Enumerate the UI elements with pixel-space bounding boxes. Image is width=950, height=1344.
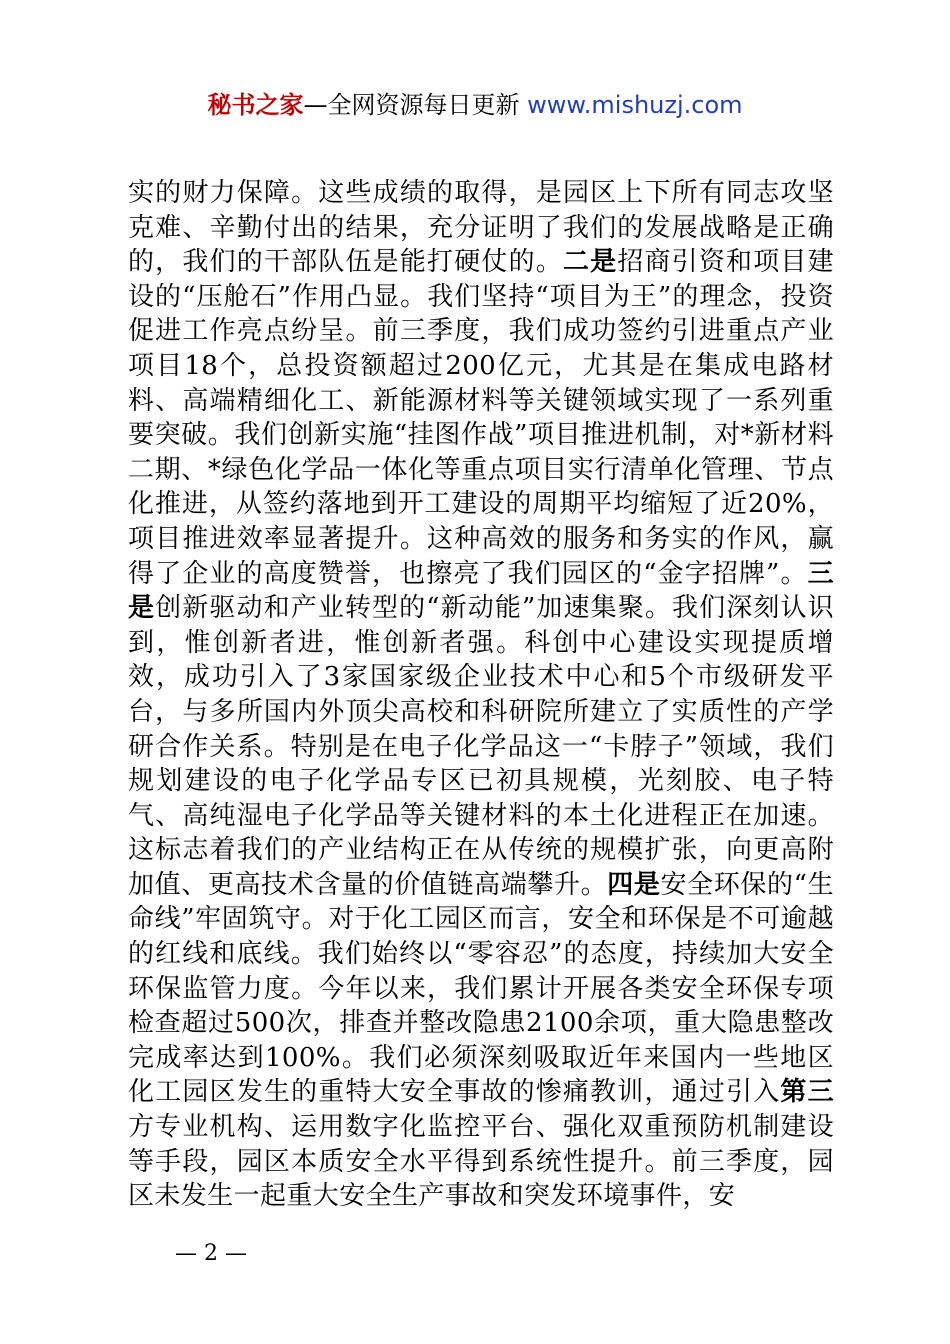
site-header (0, 90, 950, 120)
site-brand: 秘书之家 (207, 91, 304, 119)
body-segment-2: 招商引资和项目建设的“压舱石”作用凸显。我们坚持“项目为王”的理念，投资促进工作亮点纷呈。前三季度，我们成功签约引进重点产业项目18个，总投资额超过200亿元，尤其是在集成电路材料、高端精细化工、新能源材料等关键领域实现了一系列重要突破。我们创新实施“挂图作战”项目推进机制，对*新材料二期、*绿色化学品一体化等重点项目实行清单化管理、节点化推进，从签约落地到开工建设的周期平均缩短了近20%，项目推进效率显著提升。这种高效的服务和务实的作风，赢得了企业的高度赞誉，也擦亮了我们园区的“金字招牌”。 (128, 247, 834, 589)
bold-marker-third-party: 第三 (780, 1077, 834, 1108)
site-url[interactable]: www.mishuzj.com (527, 91, 743, 119)
document-body (128, 176, 834, 1214)
page-number: — 2 — (175, 1241, 247, 1266)
body-segment-1: 实的财力保障。这些成绩的取得，是园区上下所有同志攻坚克难、辛勤付出的结果，充分证明了我们的发展战略是正确的，我们的干部队伍是能打硬仗的。 (128, 178, 834, 278)
body-segment-4: 安全环保的“生命线”牢固筑守。对于化工园区而言，安全和环保是不可逾越的红线和底线。我们始终以“零容忍”的态度，持续加大安全环保监管力度。今年以来，我们累计开展各类安全环保专项检查超过500次，排查并整改隐患2100余项，重大隐患整改完成率达到100%。我们必须深刻吸取近年来国内一些地区化工园区发生的重特大安全事故的惨痛教训，通过引入 (128, 869, 834, 1108)
site-tagline: —全网资源每日更新 (303, 91, 528, 119)
body-segment-3: 创新驱动和产业转型的“新动能”加速集聚。我们深刻认识到，惟创新者进，惟创新者强。科创中心建设实现提质增效，成功引入了3家国家级企业技术中心和5个市级研发平台，与多所国内外顶尖高校和科研院所建立了实质性的产学研合作关系。特别是在电子化学品这一“卡脖子”领域，我们规划建设的电子化学品专区已初具规模，光刻胶、电子特气、高纯湿电子化学品等关键材料的本土化进程正在加速。这标志着我们的产业结构正在从传统的规模扩张，向更高附加值、更高技术含量的价值链高端攀升。 (128, 593, 834, 900)
bold-marker-four: 四是 (607, 869, 661, 900)
bold-marker-two: 二是 (562, 247, 618, 278)
bold-marker-three: 三是 (128, 558, 834, 624)
body-segment-5: 方专业机构、运用数字化监控平台、强化双重预防机制建设等手段，园区本质安全水平得到系统性提升。前三季度，园区未发生一起重大安全生产事故和突发环境事件，安 (128, 1112, 834, 1212)
